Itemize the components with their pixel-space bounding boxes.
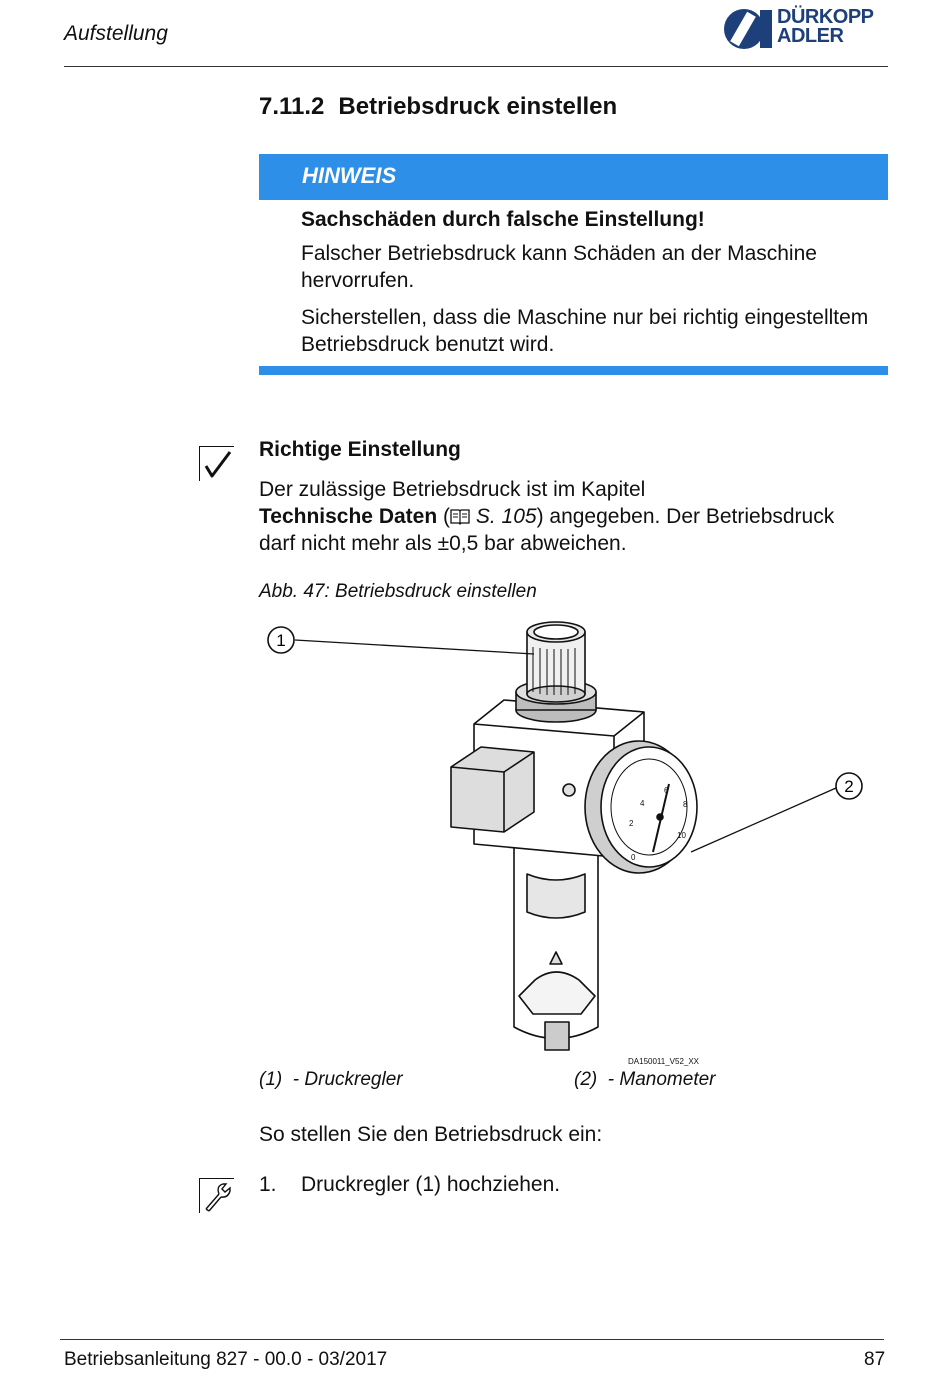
correct-setting-title: Richtige Einstellung	[259, 438, 461, 461]
legend-label: - Druckregler	[292, 1069, 403, 1090]
page-reference[interactable]: S. 105	[470, 505, 537, 528]
body-line-rest: ) angegeben. Der Betriebsdruck	[536, 505, 835, 528]
logo-mark-icon	[722, 2, 778, 52]
figure-caption: Abb. 47: Betriebsdruck einstellen	[259, 581, 537, 602]
notice-header-bar	[259, 154, 888, 200]
checkmark-icon	[199, 446, 234, 481]
gauge-number: 10	[677, 831, 686, 840]
notice-paragraph: Sicherstellen, dass die Maschine nur bei richtig eingestelltem Betriebsdruck benutzt wird.	[301, 306, 869, 356]
legend-label: - Manometer	[607, 1069, 716, 1090]
drawing-code: DA150011_V52_XX	[628, 1057, 700, 1066]
notice-paragraph: Falscher Betriebsdruck kann Schäden an der Maschine hervorrufen.	[301, 242, 817, 292]
callout-leader-1	[295, 640, 534, 654]
book-icon	[450, 507, 470, 525]
correct-setting-text	[259, 476, 889, 557]
section-title: Betriebsdruck einstellen	[338, 93, 618, 120]
gauge-number: 6	[664, 786, 669, 795]
legend-number: (1)	[259, 1069, 283, 1090]
body-line	[259, 503, 889, 530]
legend-number: (2)	[574, 1069, 598, 1090]
wrench-icon	[199, 1178, 234, 1213]
chapter-link[interactable]: Technische Daten	[259, 505, 438, 528]
notice-bottom-bar	[259, 366, 888, 375]
gauge-number: 8	[683, 800, 688, 809]
pressure-regulator-figure	[259, 612, 899, 1072]
callout-leader-2	[691, 788, 836, 852]
callout-number: 1	[276, 631, 286, 650]
step-number: 1.	[259, 1173, 277, 1196]
notice-title: Sachschäden durch falsche Einstellung!	[301, 208, 705, 231]
footer-document-info: Betriebsanleitung 827 - 00.0 - 03/2017	[64, 1349, 388, 1370]
paren-open: (	[437, 505, 450, 528]
gauge-number: 0	[631, 853, 636, 862]
body-line: Der zulässige Betriebsdruck ist im Kapitel	[259, 478, 646, 501]
page-number: 87	[864, 1349, 886, 1370]
step-text: Druckregler (1) hochziehen.	[301, 1173, 561, 1196]
header-section-title: Aufstellung	[64, 22, 168, 45]
brand-logo	[722, 2, 892, 52]
footer-divider	[60, 1339, 884, 1340]
section-heading	[259, 93, 617, 121]
instructions-intro: So stellen Sie den Betriebsdruck ein:	[259, 1123, 603, 1146]
logo-text-line1: DÜRKOPP	[777, 6, 874, 28]
section-number: 7.11.2	[259, 93, 325, 120]
callout-number: 2	[844, 777, 854, 796]
gauge-number: 4	[640, 799, 645, 808]
legend-item	[574, 1069, 716, 1091]
notice-label: HINWEIS	[302, 163, 397, 188]
header-divider	[64, 66, 888, 67]
body-line: darf nicht mehr als ±0,5 bar abweichen.	[259, 532, 627, 555]
gauge-number: 2	[629, 819, 634, 828]
logo-text-line2: ADLER	[777, 25, 844, 47]
legend-item	[259, 1069, 403, 1091]
